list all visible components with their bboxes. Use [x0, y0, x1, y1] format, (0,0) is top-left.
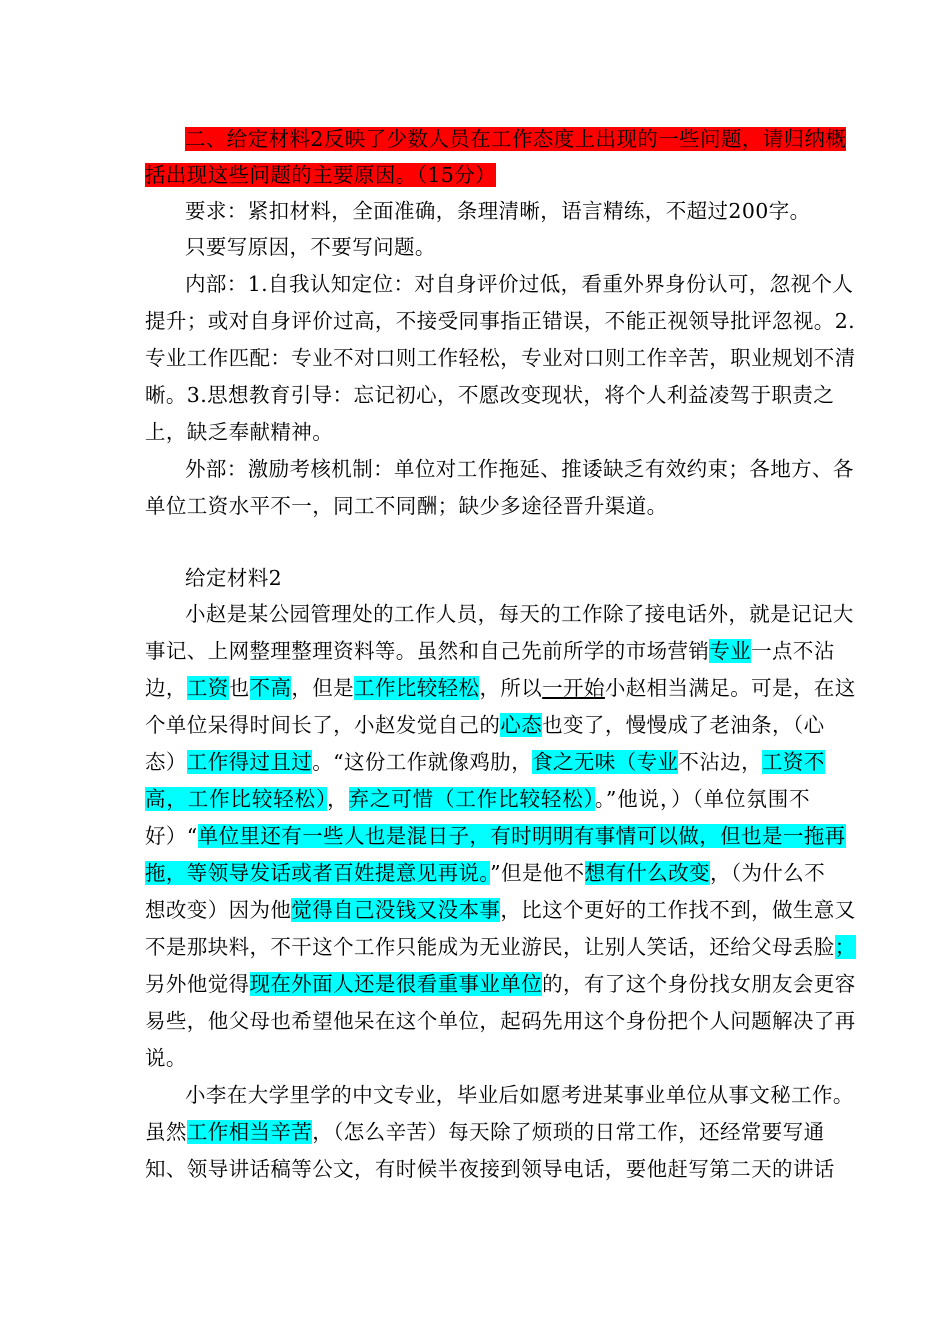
answer-internal-line-2: 提升；或对自身评价过高，不接受同事指正错误，不能正视领导批评忽视。2.	[145, 309, 856, 333]
p1-line-5: 态）工作得过且过。“这份工作就像鸡肋，食之无味（专业不沾边，工资不	[145, 750, 825, 774]
material-title: 给定材料2	[185, 566, 283, 590]
p1-line-10: 不是那块料，不干这个工作只能成为无业游民，让别人笑话，还给父母丢脸；	[145, 935, 856, 959]
requirement-text: 要求：紧扣材料，全面准确，条理清晰，语言精练，不超过200字。	[185, 199, 811, 223]
p1-line-13: 说。	[145, 1046, 187, 1070]
answer-internal-line-3: 专业工作匹配：专业不对口则工作轻松，专业对口则工作辛苦，职业规划不清	[145, 346, 856, 370]
question-line-2: 括出现这些问题的主要原因。（15分）	[145, 163, 497, 187]
answer-external-line-2: 单位工资水平不一，同工不同酬；缺少多途径晋升渠道。	[145, 494, 668, 518]
p2-line-2: 虽然工作相当辛苦，（怎么辛苦）每天除了烦琐的日常工作，还经常要写通	[145, 1120, 825, 1144]
p1-line-7: 好）“单位里还有一些人也是混日子，有时明明有事情可以做，但也是一拖再	[145, 824, 846, 848]
answer-internal-line-5: 上，缺乏奉献精神。	[145, 420, 334, 444]
question-line-1: 二、给定材料2反映了少数人员在工作态度上出现的一些问题，请归纳概	[185, 127, 847, 151]
p1-line-4: 个单位呆得时间长了，小赵发觉自己的心态也变了，慢慢成了老油条，（心	[145, 713, 825, 737]
answer-internal-line-4: 晰。3.思想教育引导：忘记初心，不愿改变现状，将个人利益凌驾于职责之	[145, 383, 835, 407]
p1-line-12: 易些，他父母也希望他呆在这个单位，起码先用这个身份把个人问题解决了再	[145, 1009, 856, 1033]
p1-line-2: 事记、上网整理整理资料等。虽然和自己先前所学的市场营销专业一点不沾	[145, 639, 835, 663]
p1-line-8: 拖，等领导发话或者百姓提意见再说。”但是他不想有什么改变，（为什么不	[145, 861, 826, 885]
p1-line-1: 小赵是某公园管理处的工作人员，每天的工作除了接电话外，就是记记大	[185, 602, 854, 626]
p1-line-9: 想改变）因为他觉得自己没钱又没本事，比这个更好的工作找不到，做生意又	[145, 898, 856, 922]
p1-line-6: 高，工作比较轻松），弃之可惜（工作比较轻松）。”他说，）（单位氛围不	[145, 787, 810, 811]
note-text: 只要写原因，不要写问题。	[185, 235, 436, 259]
p2-line-3: 知、领导讲话稿等公文，有时候半夜接到领导电话，要他赶写第二天的讲话	[145, 1157, 835, 1181]
p2-line-1: 小李在大学里学的中文专业，毕业后如愿考进某事业单位从事文秘工作。	[185, 1083, 854, 1107]
answer-internal-line-1: 内部：1.自我认知定位：对自身评价过低，看重外界身份认可，忽视个人	[185, 272, 854, 296]
p1-line-11: 另外他觉得现在外面人还是很看重事业单位的，有了这个身份找女朋友会更容	[145, 972, 856, 996]
answer-external-line-1: 外部：激励考核机制：单位对工作拖延、推诿缺乏有效约束；各地方、各	[185, 457, 854, 481]
p1-line-3: 边，工资也不高，但是工作比较轻松，所以一开始小赵相当满足。可是，在这	[145, 676, 856, 700]
